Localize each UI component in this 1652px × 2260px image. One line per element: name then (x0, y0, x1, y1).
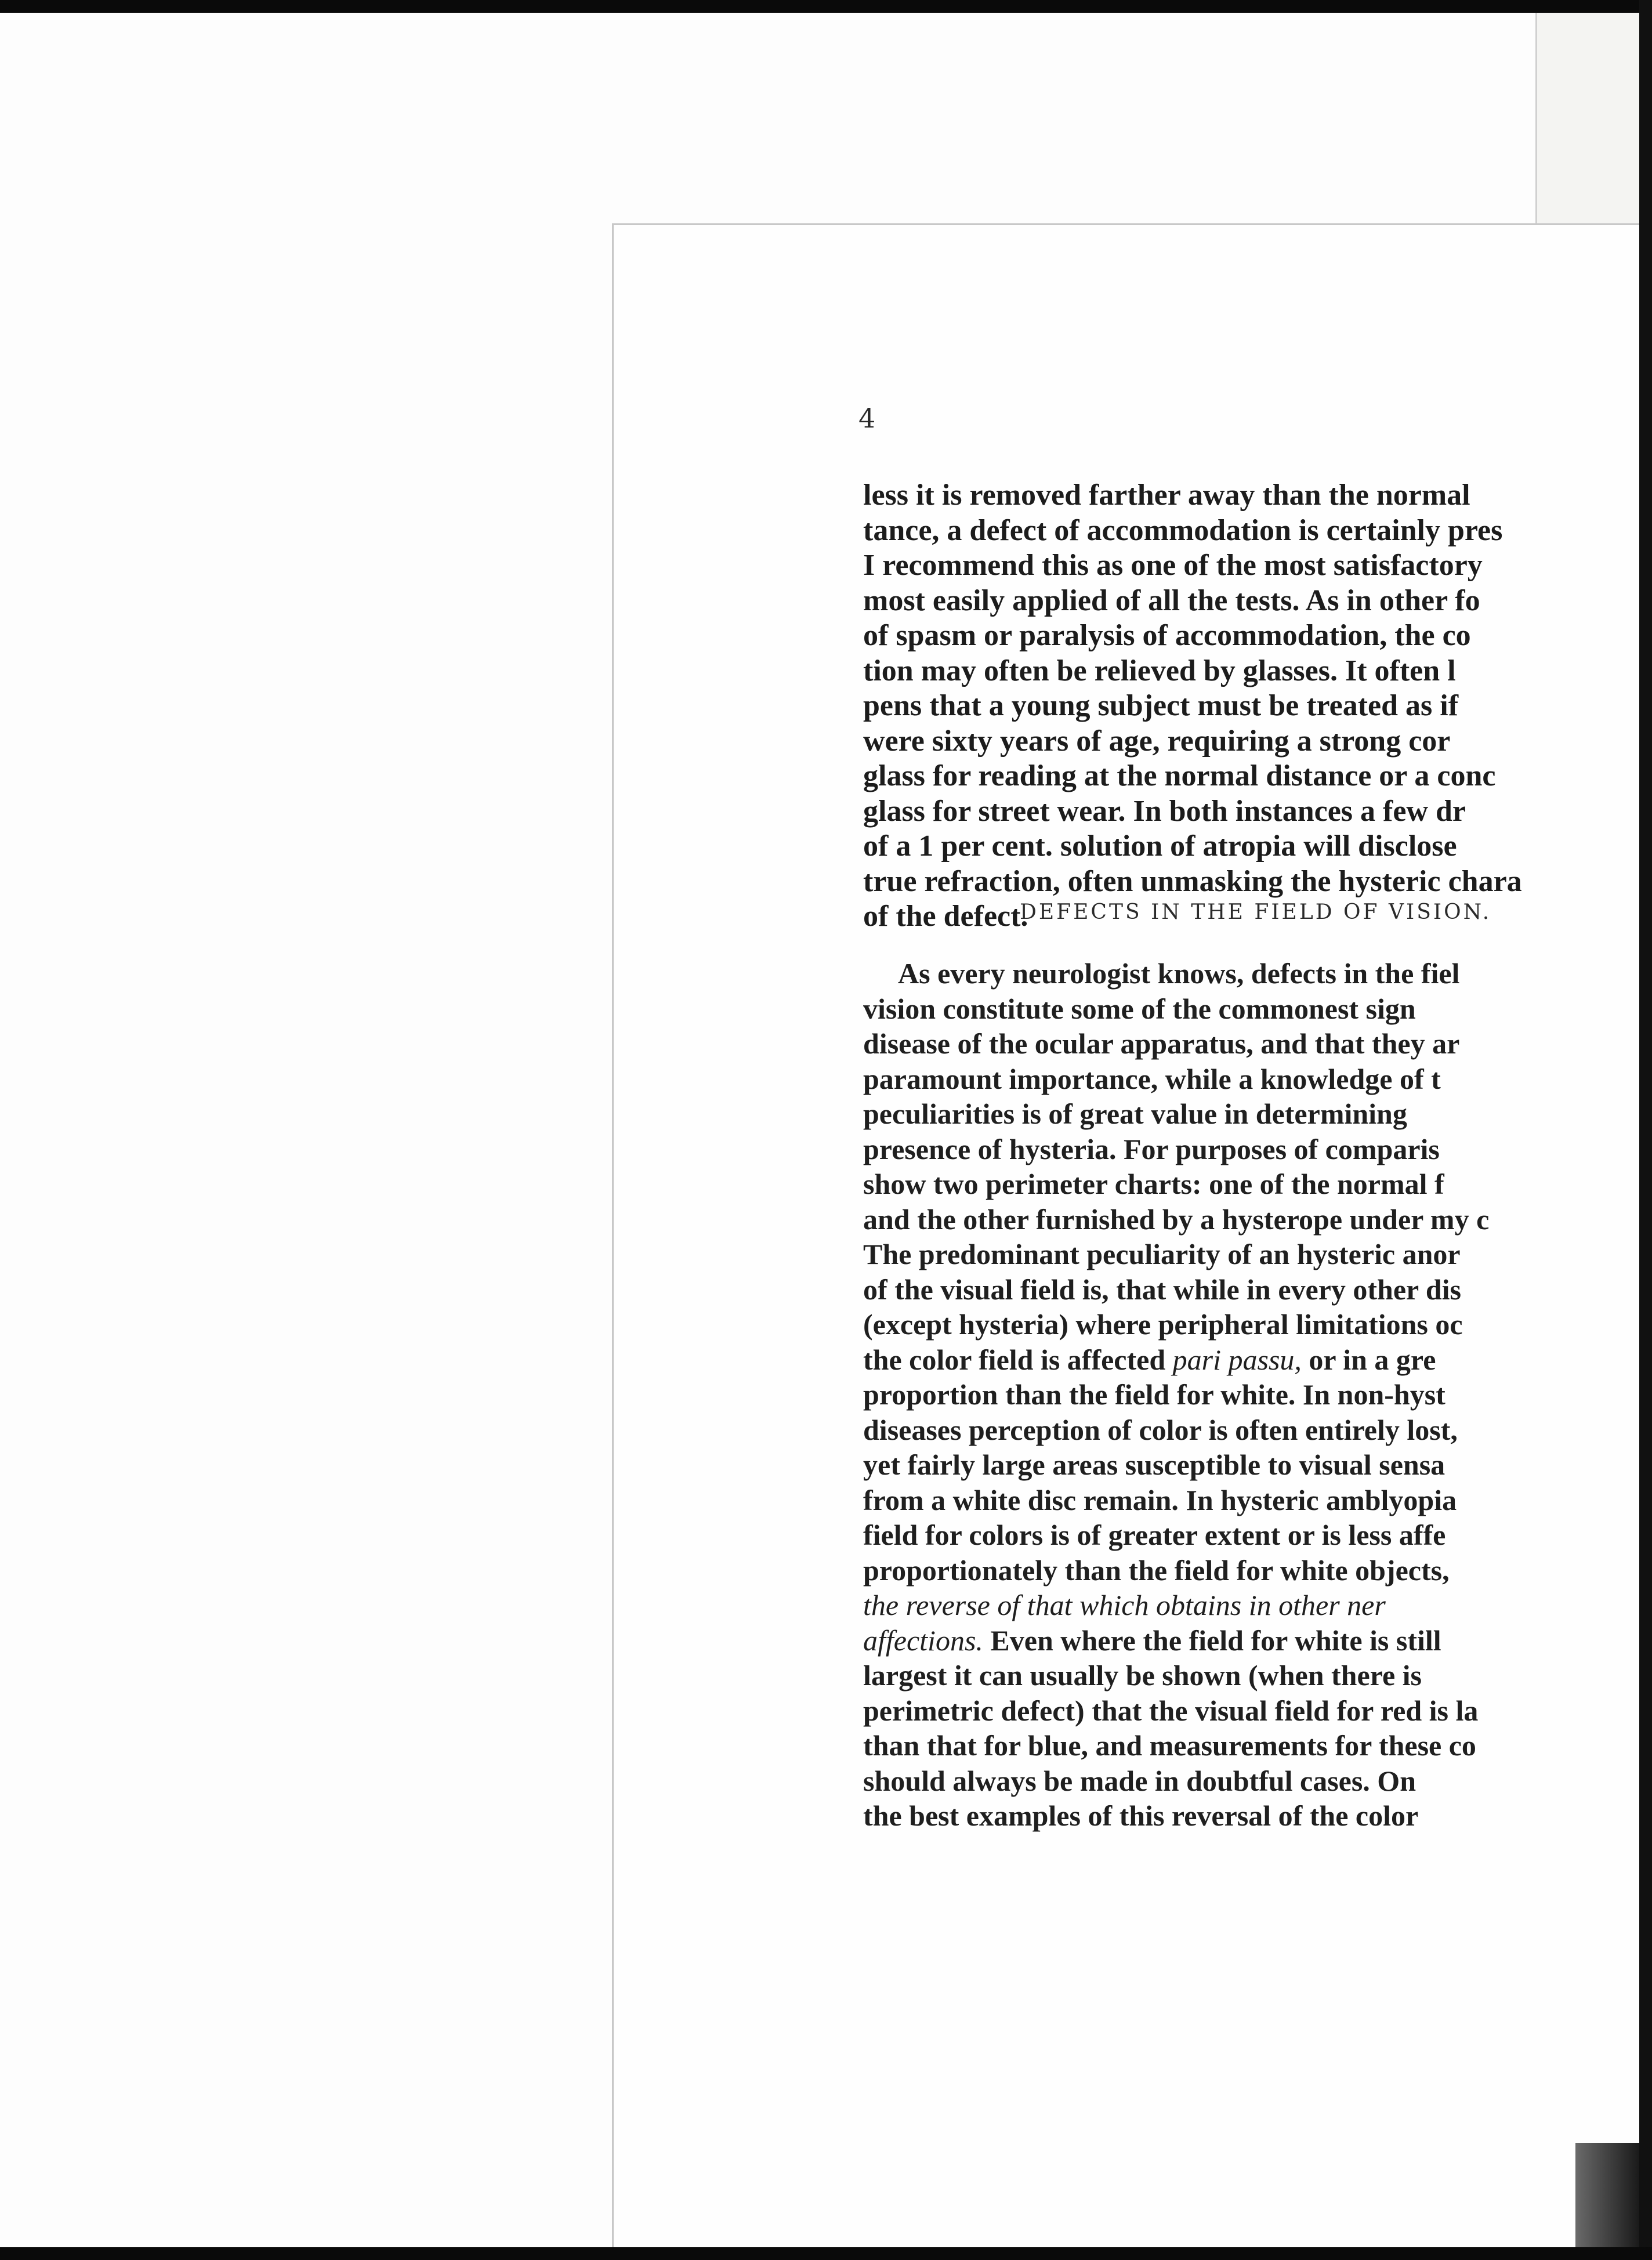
text-line: I recommend this as one of the most satisfactory (863, 549, 1483, 582)
text-segment: or in a gre (1309, 1343, 1436, 1376)
text-line: most easily applied of all the tests. As in other fo (863, 584, 1480, 617)
page-number: 4 (858, 403, 876, 434)
text-line: largest it can usually be shown (when there is (863, 1659, 1422, 1692)
text-line: less it is removed farther away than the normal (863, 479, 1470, 512)
text-line: glass for street wear. In both instances a few dr (863, 794, 1466, 828)
text-line: of the visual field is, that while in every other dis (863, 1273, 1462, 1306)
text-line: vision constitute some of the commonest sign (863, 992, 1416, 1025)
text-line: should always be made in doubtful cases. On (863, 1764, 1416, 1797)
scan-bottom-border (0, 2247, 1652, 2260)
text-line: glass for reading at the normal distance or a conc (863, 759, 1496, 792)
text-line: proportionately than the field for white objects, (863, 1553, 1450, 1587)
paragraph-accommodation (863, 478, 1652, 935)
text-line: the best examples of this reversal of the color (863, 1799, 1419, 1832)
text-line: peculiarities is of great value in determining (863, 1098, 1407, 1130)
text-line: pens that a young subject must be treated as if (863, 689, 1459, 722)
italic-phrase: affections. (863, 1624, 983, 1657)
text-line: disease of the ocular apparatus, and that they ar (863, 1027, 1460, 1060)
text-line: true refraction, often unmasking the hysteric chara (863, 864, 1522, 898)
text-line: diseases perception of color is often entirely lost, (863, 1413, 1458, 1446)
text-line: The predominant peculiarity of an hysteric anor (863, 1238, 1461, 1270)
text-line: paramount importance, while a knowledge of t (863, 1062, 1441, 1095)
text-line: were sixty years of age, requiring a strong cor (863, 724, 1451, 758)
italic-line: the reverse of that which obtains in other ner (863, 1589, 1386, 1621)
section-heading: DEFECTS IN THE FIELD OF VISION. (1020, 900, 1492, 924)
text-line: field for colors is of greater extent or is less affe (863, 1519, 1446, 1551)
text-line-mixed (863, 1342, 1652, 1378)
text-line: As every neurologist knows, defects in the fiel (898, 957, 1460, 990)
text-line: of the defect. (863, 900, 1028, 933)
scan-right-border (1639, 0, 1652, 2260)
italic-phrase: pari passu, (1172, 1343, 1302, 1376)
text-line: tance, a defect of accommodation is certainly pres (863, 513, 1503, 547)
text-line: presence of hysteria. For purposes of comparis (863, 1132, 1440, 1165)
text-line: of a 1 per cent. solution of atropia will disclose (863, 830, 1457, 863)
text-segment: the color field is affected (863, 1343, 1166, 1376)
scan-corner-shadow (1575, 2143, 1639, 2247)
text-line: from a white disc remain. In hysteric amblyopia (863, 1483, 1457, 1516)
text-line: yet fairly large areas susceptible to visual sensa (863, 1448, 1446, 1481)
text-segment: Even where the field for white is still (990, 1624, 1441, 1657)
text-line: proportion than the field for white. In non-hyst (863, 1378, 1446, 1411)
text-line: than that for blue, and measurements for these co (863, 1729, 1476, 1762)
text-line: perimetric defect) that the visual field for red is la (863, 1694, 1479, 1727)
scan-top-border (0, 0, 1652, 13)
document-page (612, 223, 1652, 2249)
text-line: (except hysteria) where peripheral limitations oc (863, 1308, 1463, 1341)
text-line-mixed (863, 1623, 1652, 1658)
text-line: of spasm or paralysis of accommodation, the co (863, 619, 1471, 652)
text-line: show two perimeter charts: one of the normal f (863, 1168, 1444, 1200)
paragraph-field-of-vision (863, 956, 1652, 1834)
text-line: tion may often be relieved by glasses. It often l (863, 654, 1456, 687)
text-line: and the other furnished by a hysterope under my c (863, 1203, 1490, 1236)
